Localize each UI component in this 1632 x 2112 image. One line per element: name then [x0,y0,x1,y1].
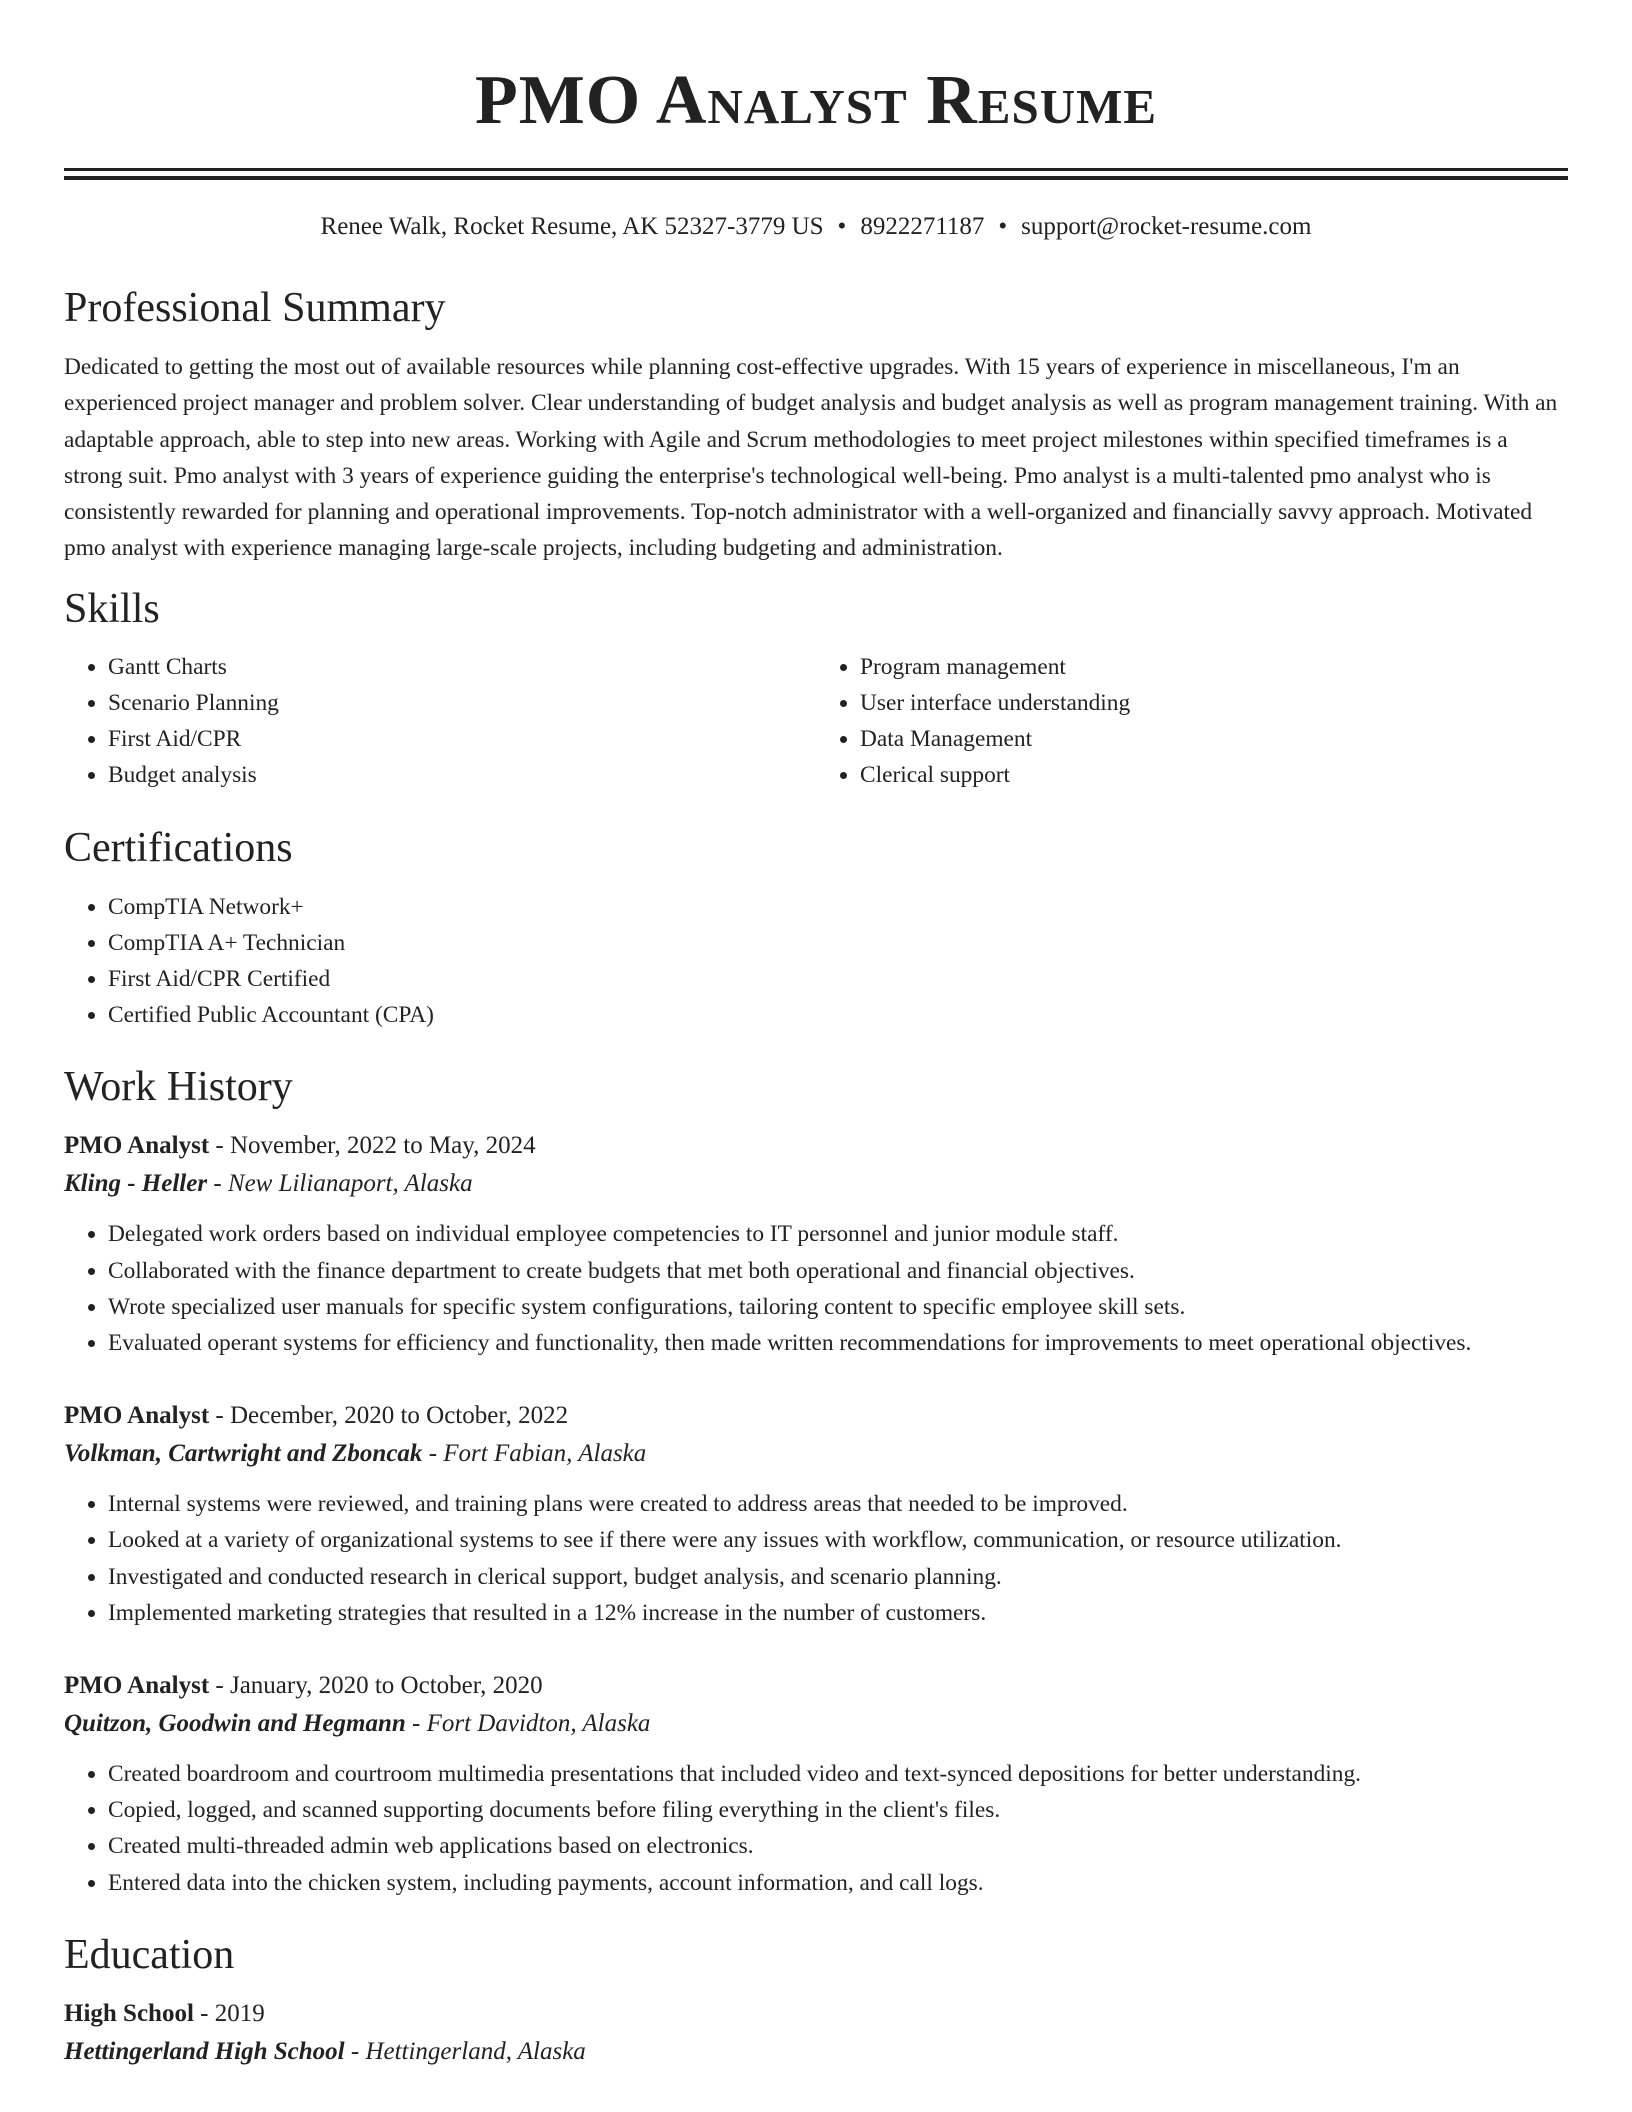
skills-list-left [64,649,816,794]
skills-heading: Skills [64,585,160,632]
job-bullet: • Implemented marketing strategies that resulted in a 12% increase in the number of customers. [108,1595,1568,1631]
job-bullet: • Copied, logged, and scanned supporting documents before filing everything in the client's files. [108,1792,1568,1828]
job-entry [64,1397,1568,1631]
job-bullet: • Delegated work orders based on individual employee competencies to IT personnel and junior module staff. [108,1216,1568,1252]
job-dates: January, 2020 to October, 2020 [229,1672,543,1700]
job-location: Fort Davidton, Alaska [426,1710,651,1738]
skill-item: • Clerical support [860,757,1568,793]
job-location: New Lilianaport, Alaska [227,1170,473,1198]
certification-item: • CompTIA A+ Technician [108,925,1568,961]
education-section [64,1929,1568,2071]
job-header: PMO Analyst - December, 2020 to October, 2022 [64,1402,569,1430]
work-history-heading: Work History [64,1064,293,1111]
work-history-section [64,1061,1568,1900]
job-bullet: • Created boardroom and courtroom multimedia presentations that included video and text-synced depositions for better understanding. [108,1756,1568,1792]
education-year: 2019 [214,1999,265,2027]
education-location: Hettingerland, Alaska [365,2037,586,2065]
job-bullet: • Evaluated operant systems for efficiency and functionality, then made written recommendations for improvements to meet operational objectives. [108,1325,1568,1361]
skill-item: • Program management [860,649,1568,685]
skill-item: • Data Management [860,721,1568,757]
job-bullet: • Entered data into the chicken system, including payments, account information, and call logs. [108,1865,1568,1901]
certification-item: • CompTIA Network+ [108,889,1568,925]
resume-title: PMO Analyst Resume [474,62,1158,139]
job-title: PMO Analyst [64,1402,210,1430]
job-company-line: Volkman, Cartwright and Zboncak - Fort Fabian, Alaska [64,1440,647,1468]
certifications-heading: Certifications [64,824,293,871]
certifications-section [64,822,1568,1034]
education-school-line: Hettingerland High School - Hettingerland, Alaska [64,2037,586,2065]
job-entry [64,1667,1568,1901]
job-header: PMO Analyst - November, 2022 to May, 2024 [64,1132,536,1160]
education-header: High School - 2019 [64,1999,265,2027]
education-school: Hettingerland High School [64,2037,345,2065]
contact-address: Renee Walk, Rocket Resume, AK 52327-3779 US [320,213,824,240]
skill-item: • Gantt Charts [108,649,816,685]
contact-line [64,210,1568,244]
job-bullet: • Wrote specialized user manuals for specific system configurations, tailoring content to specific employee skill sets. [108,1289,1568,1325]
job-header: PMO Analyst - January, 2020 to October, 2020 [64,1672,543,1700]
education-degree: High School [64,1999,194,2027]
contact-separator: • [837,213,847,240]
job-bullets [64,1486,1568,1631]
contact-separator: • [998,213,1008,240]
job-bullet: • Internal systems were reviewed, and training plans were created to address areas that needed to be improved. [108,1486,1568,1522]
contact-phone: 8922271187 [860,213,985,240]
job-entry [64,1127,1568,1361]
summary-text: Dedicated to getting the most out of available resources while planning cost-effective upgrades. With 15 years of experience in miscellaneous, I'm an experienced project manager and problem solver. Clear understanding of budget analysis and budget analysis as well as program management training. With an adaptable approach, able to step into new areas. Working with Agile and Scrum methodologies to meet project milestones within specified timeframes is a strong suit. Pmo analyst with 3 years of experience guiding the enterprise's technological well-being. Pmo analyst is a multi-talented pmo analyst who is consistently rewarded for planning and operational improvements. Top-notch administrator with a well-organized and financially savvy approach. Motivated pmo analyst with experience managing large-scale projects, including budgeting and administration. [64,354,1558,562]
title-double-rule [64,168,1568,180]
skills-list-right [816,649,1568,794]
job-company-line: Quitzon, Goodwin and Hegmann - Fort Davidton, Alaska [64,1710,651,1738]
job-dates: November, 2022 to May, 2024 [229,1132,536,1160]
job-bullet: • Investigated and conducted research in clerical support, budget analysis, and scenario planning. [108,1559,1568,1595]
summary-section [64,282,1568,567]
summary-heading: Professional Summary [64,285,446,331]
skills-columns [64,649,1568,794]
education-heading: Education [64,1931,235,1978]
job-title: PMO Analyst [64,1132,210,1160]
skill-item: • First Aid/CPR [108,721,816,757]
skill-item: • User interface understanding [860,685,1568,721]
contact-email: support@rocket-resume.com [1021,213,1312,240]
certification-item: • First Aid/CPR Certified [108,961,1568,997]
job-dates: December, 2020 to October, 2022 [229,1402,569,1430]
job-company: Kling - Heller [64,1170,208,1198]
job-bullets [64,1756,1568,1901]
job-bullets [64,1216,1568,1361]
education-entry [64,1995,1568,2071]
job-location: Fort Fabian, Alaska [443,1440,647,1468]
job-bullet: • Looked at a variety of organizational systems to see if there were any issues with workflow, communication, or resource utilization. [108,1522,1568,1558]
job-title: PMO Analyst [64,1672,210,1700]
job-company-line: Kling - Heller - New Lilianaport, Alaska [64,1170,473,1198]
job-company: Volkman, Cartwright and Zboncak [64,1440,423,1468]
job-bullet: • Created multi-threaded admin web applications based on electronics. [108,1828,1568,1864]
certifications-list [64,889,1568,1034]
skill-item: • Scenario Planning [108,685,816,721]
certification-item: • Certified Public Accountant (CPA) [108,997,1568,1033]
skill-item: • Budget analysis [108,757,816,793]
job-bullet: • Collaborated with the finance department to create budgets that met both operational and financial objectives. [108,1253,1568,1289]
job-company: Quitzon, Goodwin and Hegmann [64,1710,406,1738]
skills-section [64,583,1568,794]
